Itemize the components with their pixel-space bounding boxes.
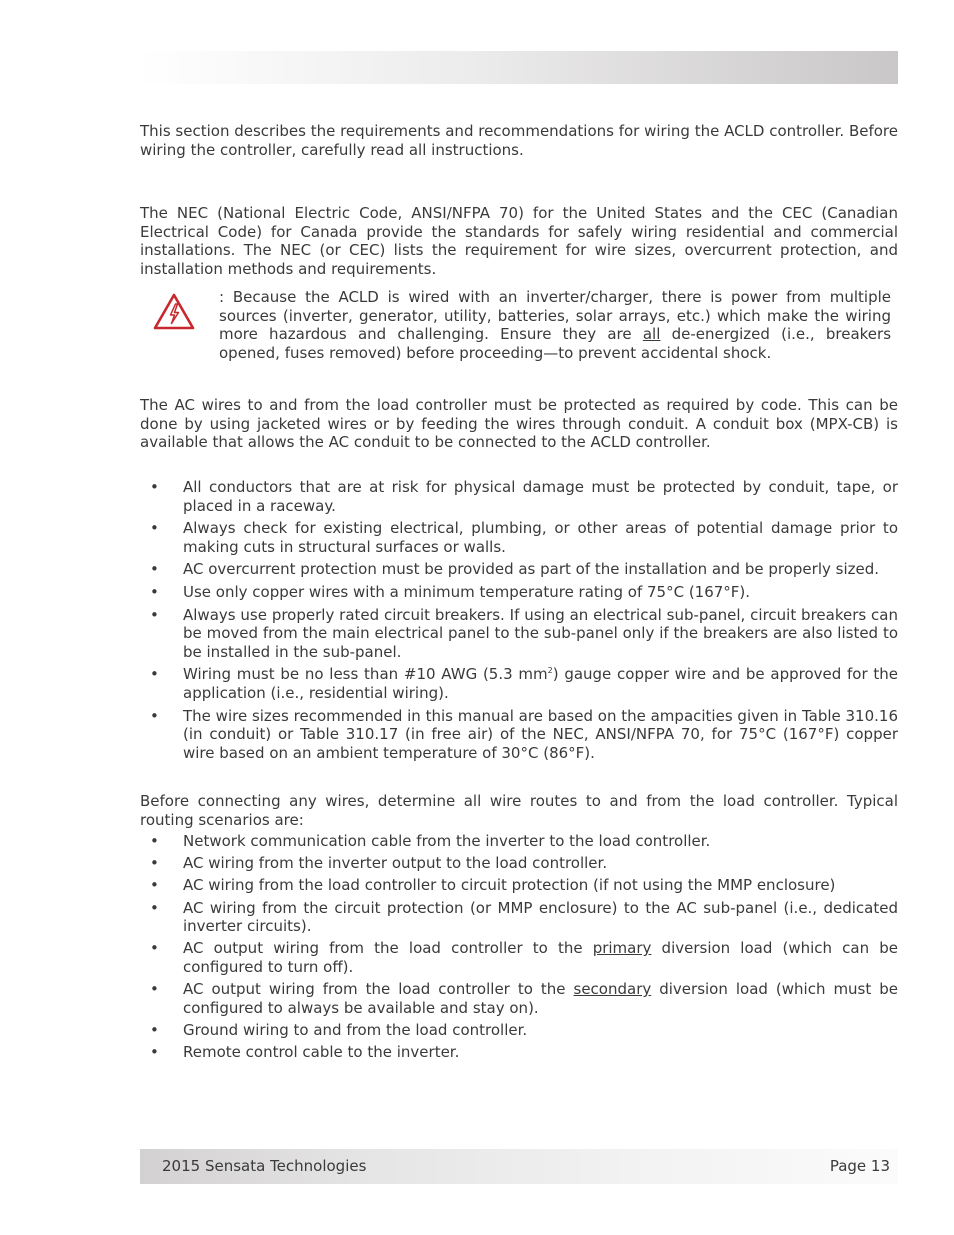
list-item-text: Use only copper wires with a minimum temperature rating of 75°C (167°F). [183,582,751,601]
bullet: • [150,1043,159,1062]
list-item [140,560,898,579]
list-item [140,1043,898,1062]
list-item-text: AC overcurrent protection must be provided as part of the installation and be properly sized. [183,560,880,579]
list-item [140,707,898,763]
routing-list [140,832,898,1065]
bullet: • [150,898,159,917]
list-item-text: Always use properly rated circuit breakers. If using an electrical sub-panel, circuit breakers can be moved from the main electrical panel to the sub-panel only if the breakers are also listed to be installed in the sub-panel. [183,605,898,661]
list-item [140,832,898,851]
bullet: • [150,519,159,538]
list-item-text: Network communication cable from the inverter to the load controller. [183,832,711,850]
list-item-text: The wire sizes recommended in this manual are based on the ampacities given in Table 310.16 (in conduit) or Table 310.17 (in free air) of the NEC, ANSI/NFPA 70, for 75°C (167°F) copper wire based on an ambient temperature of 30°C (86°F). [183,706,898,762]
warning-text-part2: de-energized (i.e., breakers opened, fuses removed) before proceeding—to prevent accidental shock. [219,325,892,362]
bullet: • [150,582,159,601]
bullet: • [150,939,159,958]
list-item-text: Always check for existing electrical, plumbing, or other areas of potential damage prior to making cuts in structural surfaces or walls. [183,519,898,556]
list-item [140,583,898,602]
list-item [140,665,898,702]
bullet: • [150,876,159,895]
emphasis-primary: primary [592,939,652,958]
list-item-text: diversion load (which must be configured to always be available and stay on). [183,980,898,1017]
list-item-text: AC wiring from the inverter output to the load controller. [183,854,608,873]
superscript: 2 [547,666,553,676]
list-item-text: ) gauge copper wire and be approved for the application (i.e., residential wiring). [183,665,898,702]
list-item [140,899,898,936]
list-item [140,606,898,662]
list-item-text: diversion load (which can be configured to turn off). [183,939,898,976]
footer-copyright: 2015 Sensata Technologies [162,1157,367,1175]
bullet: • [150,605,159,624]
bullet: • [150,665,159,684]
bullet: • [150,560,159,579]
bullet: • [150,832,159,850]
codes-paragraph: The NEC (National Electric Code, ANSI/NFPA 70) for the United States and the CEC (Canadian Electrical Code) for Canada provide the standards for safely wiring residential and commercial installations. The NEC (or CEC) lists the requirement for wire sizes, overcurrent protection, and installation methods and requirements. [140,204,898,278]
warning-emphasis: all [642,325,661,344]
protection-paragraph: The AC wires to and from the load controller must be protected as required by code. This can be done by using jacketed wires or by feeding the wires through conduit. A conduit box (MPX-CB) is available that allows the AC conduit to be connected to the ACLD controller. [140,396,898,452]
list-item [140,876,898,895]
routing-intro-paragraph: Before connecting any wires, determine all wire routes to and from the load controller. Typical routing scenarios are: [140,792,898,829]
header-bar [140,51,898,84]
list-item [140,980,898,1017]
list-item-text: Wiring must be no less than #10 AWG (5.3 mm [183,665,548,684]
electrical-shock-hazard-icon [152,292,196,332]
list-item-text: Ground wiring to and from the load controller. [183,1020,528,1039]
bullet: • [150,980,159,999]
list-item-text: AC wiring from the load controller to circuit protection (if not using the MMP enclosure) [183,876,836,895]
bullet: • [150,1020,159,1039]
warning-text-part1: : Because the ACLD is wired with an inverter/charger, there is power from multiple sources (inverter, generator, utility, batteries, solar arrays, etc.) which make the wiring more hazardous and challenging. Ensure they are [219,288,891,344]
list-item-text: Remote control cable to the inverter. [183,1043,460,1062]
list-item-text: All conductors that are at risk for physical damage must be protected by conduit, tape, or placed in a raceway. [183,478,898,515]
requirements-list [140,478,898,766]
list-item [140,478,898,515]
bullet: • [150,478,159,496]
intro-paragraph: This section describes the requirements and recommendations for wiring the ACLD controller. Before wiring the controller, carefully read all instructions. [140,122,898,159]
list-item-text: AC output wiring from the load controller to the [183,939,593,958]
footer-bar [140,1149,898,1184]
list-item [140,1021,898,1040]
list-item [140,519,898,556]
list-item [140,854,898,873]
emphasis-secondary: secondary [573,980,652,999]
list-item [140,939,898,976]
bullet: • [150,854,159,873]
bullet: • [150,706,159,725]
list-item-text: AC wiring from the circuit protection (or MMP enclosure) to the AC sub-panel (i.e., dedicated inverter circuits). [183,898,898,936]
list-item-text: AC output wiring from the load controller to the [183,980,574,999]
warning-text [219,288,891,362]
page-number: Page 13 [829,1157,890,1175]
